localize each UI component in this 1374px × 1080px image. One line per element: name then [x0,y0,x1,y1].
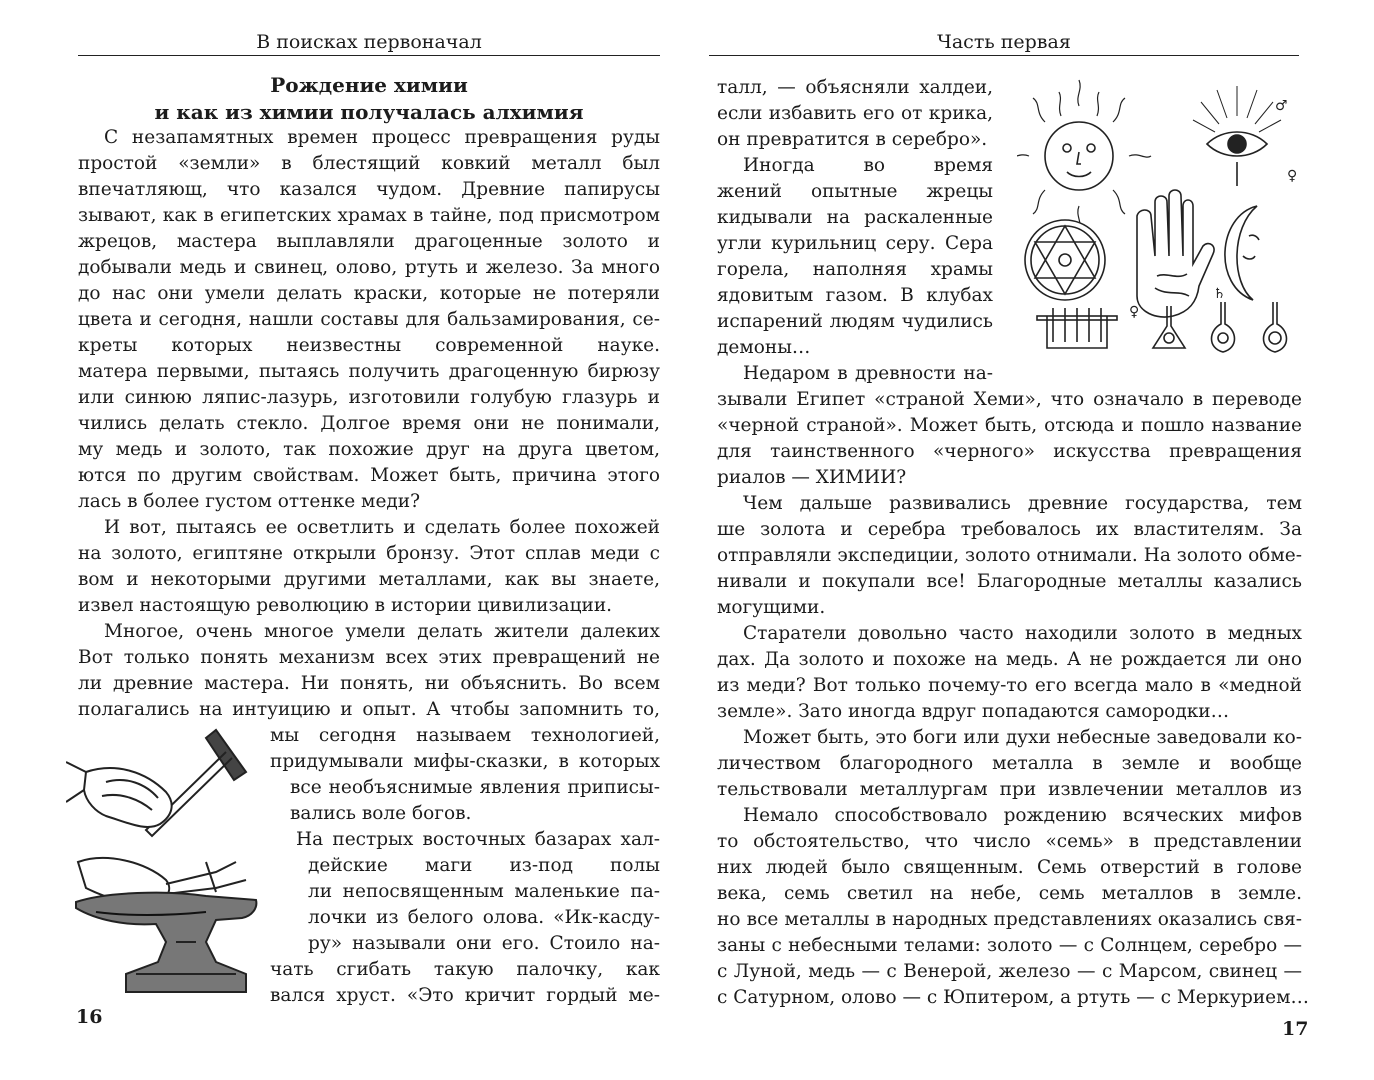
page-number: 17 [1282,1018,1309,1040]
text-line: на золото, египтяне открыли бронзу. Этот сплав меди с [78,543,660,564]
text-line: испарений людям чудились [717,311,993,332]
text-line: зывают, как в египетских храмах в тайне, под присмотром [78,205,660,226]
alchemy-symbols-illustration [1017,76,1307,366]
text-line: или синюю ляпис-лазурь, изготовили голубую глазурь и [78,387,660,408]
text-line: Чем дальше развивались древние государства, тем [743,493,1302,514]
text-line: земле». Зато иногда вдруг попадаются самородки… [717,701,1230,722]
text-line: вался хруст. «Это кричит гордый ме- [270,985,660,1006]
text-line: талл, — объясняли халдеи, [717,77,993,98]
text-line: Немало способствовало рождению всяческих мифов [743,805,1302,826]
text-line: отправляли экспедиции, золото отнимали. На золото обме- [717,545,1302,566]
text-line: Многое, очень многое умели делать жители далеких [104,621,660,642]
text-line: то обстоятельство, что число «семь» в представлении [717,831,1302,852]
text-line: лочки из белого олова. «Ик-касду- [308,907,660,928]
text-line: ются по другим свойствам. Может быть, причина этого [78,465,660,486]
text-line: дах. Да золото и похоже на медь. А не рождается ли оно [717,649,1302,670]
header-rule [78,55,660,56]
text-line: матера первыми, пытаясь получить драгоценную бирюзу [78,361,660,382]
running-head: В поисках первоначал [256,31,482,53]
text-line: ли древние мастера. Ни понять, ни объяснить. Во всем [78,673,660,694]
text-line: ли непосвященным маленькие па- [308,881,660,902]
text-line: С незапамятных времен процесс превращения руды [104,127,660,148]
text-line: извел настоящую революцию в истории цивилизации. [78,595,613,616]
text-line: зывали Египет «страной Хеми», что означало в переводе [717,389,1302,410]
running-head: Часть первая [937,31,1071,53]
text-line: лась в более густом оттенке меди? [78,491,421,512]
text-line: века, семь светил на небе, семь металлов в земле. [717,883,1302,904]
text-line: Иногда во время [743,155,993,176]
text-line: если избавить его от крика, [717,103,993,124]
text-line: цвета и сегодня, нашли составы для бальзамирования, се- [78,309,660,330]
text-line: «черной страной». Может быть, отсюда и пошло название [717,415,1302,436]
text-line: нивали и покупали все! Благородные металлы казались [717,571,1302,592]
svg-text:♄: ♄ [1213,286,1226,302]
blacksmith-hammer-anvil-illustration [66,712,266,1012]
text-line: но все металлы в народных представлениях оказались свя- [717,909,1302,930]
text-line: могущими. [717,597,826,618]
text-line: ру» называли они его. Стоило на- [308,933,660,954]
text-line: мы сегодня называем технологией, [270,725,660,746]
text-line: му медь и золото, так похожие друг на друга цветом, [78,439,660,460]
text-line: вались воле богов. [290,803,472,824]
text-line: с Луной, медь — с Венерой, железо — с Марсом, свинец — [717,961,1302,982]
text-line: с Сатурном, олово — с Юпитером, а ртуть — с Меркурием… [717,987,1310,1008]
text-line: На пестрых восточных базарах хал- [296,829,660,850]
text-line: И вот, пытаясь ее осветлить и сделать более похожей [104,517,660,538]
text-line: ше золота и серебра требовалось их властителям. За [717,519,1302,540]
text-line: он превратится в серебро». [717,129,988,150]
text-line: вом и некоторыми другими металлами, как вы знаете, [78,569,660,590]
text-line: заны с небесными телами: золото — с Солнцем, серебро — [717,935,1302,956]
text-line: кидывали на раскаленные [717,207,993,228]
svg-text:♂: ♂ [1275,98,1288,114]
text-line: жрецов, мастера выплавляли драгоценные золото и [78,231,660,252]
text-line: риалов — ХИМИИ? [717,467,907,488]
text-line: угли курильниц серу. Сера [717,233,993,254]
chapter-title [78,72,660,126]
text-line: личеством благородного металла в земле и вообще [717,753,1302,774]
text-line: Недаром в древности на- [743,363,993,384]
text-line: них людей было священным. Семь отверстий в голове [717,857,1302,878]
text-line: горела, наполняя храмы [717,259,993,280]
text-line: жений опытные жрецы [717,181,993,202]
page-number: 16 [76,1006,103,1028]
text-line: ядовитым газом. В клубах [717,285,993,306]
text-line: тельствовали металлургам при извлечении металлов из [717,779,1302,800]
text-line: демоны… [717,337,811,358]
text-line: добывали медь и свинец, олово, ртуть и железо. За много [78,257,660,278]
text-line: все необъяснимые явления приписы- [290,777,660,798]
right-page [687,0,1374,1080]
text-line: придумывали мифы-сказки, в которых [270,751,660,772]
chapter-title-line-2: и как из химии получалась алхимия [154,100,584,124]
text-line: Старатели довольно часто находили золото в медных [743,623,1302,644]
text-line: Вот только понять механизм всех этих превращений не [78,647,660,668]
text-line: чать сгибать такую палочку, как [270,959,660,980]
text-line: впечатляющ, что казался чудом. Древние папирусы [78,179,660,200]
svg-text:♀: ♀ [1129,304,1140,320]
text-line: простой «земли» в блестящий ковкий металл был [78,153,660,174]
text-line: креты которых неизвестны современной науке. [78,335,660,356]
text-line: чились делать стекло. Долгое время они не понимали, [78,413,660,434]
text-line: для таинственного «черного» искусства превращения [717,441,1302,462]
text-line: Может быть, это боги или духи небесные заведовали ко- [743,727,1302,748]
svg-text:♀: ♀ [1287,168,1298,184]
text-line: из меди? Вот только почему-то его всегда мало в «медной [717,675,1302,696]
text-line: дейские маги из-под полы [308,855,660,876]
text-line: полагались на интуицию и опыт. А чтобы запомнить то, [78,699,660,720]
header-rule [709,55,1299,56]
text-line: до нас они умели делать краски, которые не потеряли [78,283,660,304]
chapter-title-line-1: Рождение химии [270,73,468,97]
